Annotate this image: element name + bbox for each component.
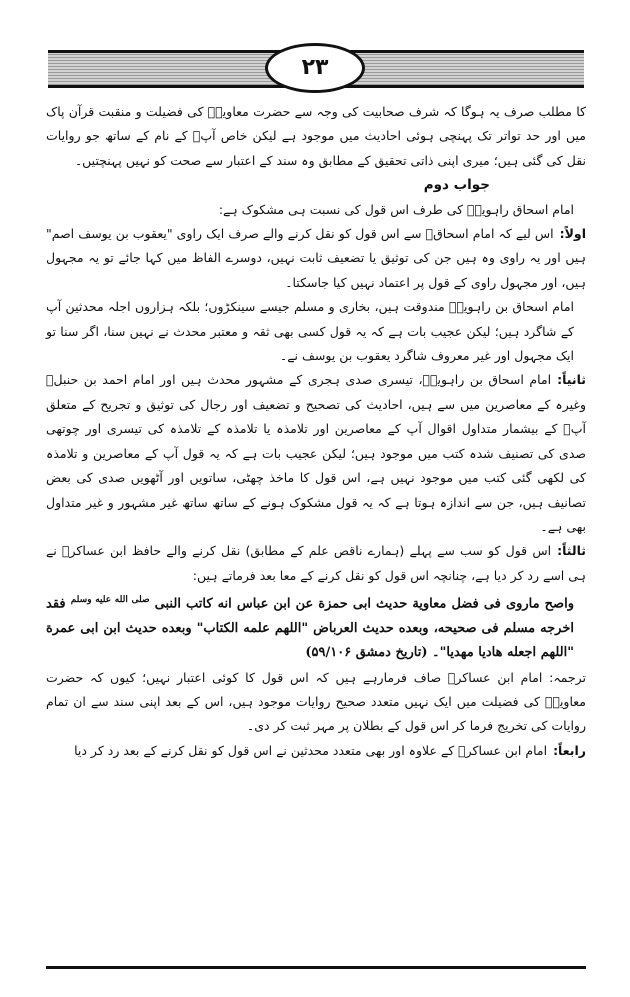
point-text-first: اس لیے کہ امام اسحاقؒ سے اس قول کو نقل کرنے والے صرف ایک راوی "یعقوب بن یوسف اصم" ہیں اور یہ راوی وہ ہیں جن کی توثیق یا تضعیف ثابت نہیں، دوسرے الفاظ میں کہا جائے تو یہ مجہول ہیں، اور مجہول راوی کے قول پر اعتماد نہیں کیا جاسکتا۔ bbox=[46, 226, 586, 290]
arabic-quote-line-1: واصح ماروى فى فضل معاوية حديث ابى حمزة عن ابن عباس انه كاتب النبى bbox=[154, 596, 574, 612]
arabic-quotation bbox=[46, 588, 586, 666]
point-label-third: ثالثاً: bbox=[557, 543, 586, 559]
section-heading: جواب دوم bbox=[423, 177, 490, 194]
page-number: ۲۳ bbox=[265, 43, 365, 93]
point-label-first: اولاً: bbox=[559, 226, 586, 242]
paragraph-first-point bbox=[46, 222, 586, 295]
point-label-second: ثانیاً: bbox=[557, 372, 586, 388]
paragraph-narrators: امام اسحاق بن راہویہؒ مندوقت ہیں، بخاری و مسلم جیسے سینکڑوں؛ بلکہ ہزاروں اجلہ محدثین آپ کے شاگرد ہیں؛ لیکن عجیب بات ہے کہ یہ قول کسی بھی ثقہ و معتبر محدث نے نہیں سنا، اگر سنا تو ایک مجہول اور غیر معروف شاگرد یعقوب بن یوسف نے۔ bbox=[46, 299, 574, 364]
honorific-symbol: صلى الله عليه وسلم bbox=[70, 595, 150, 606]
paragraph-translation: ترجمہ: امام ابن عساکرؒ صاف فرمارہے ہیں کہ اس قول کا کوئی اعتبار نہیں؛ کیوں کہ حضرت معاویہؓ کی فضیلت میں ایک نہیں متعدد صحیح روایات موجود ہیں، اس کے بعد اپنی سند سے ان تمام روایات کی تخریج فرما کر اس قول کے بطلان پر مہر ثبت کر دی۔ bbox=[46, 669, 586, 734]
footer-rule bbox=[46, 966, 586, 969]
paragraph-second-point bbox=[46, 368, 586, 539]
point-text-third: اس قول کو سب سے پہلے (ہمارے ناقص علم کے مطابق) نقل کرنے والے حافظ ابن عساکرؒ نے ہی اسے رد کر دیا ہے، چنانچہ اس قول کو نقل کرنے کے معا بعد فرماتے ہیں: bbox=[46, 543, 586, 583]
arabic-quote-line-2: فقد اخرجه مسلم فى صحيحه، وبعده حديث العرباض "اللهم علمه الكتاب" وبعده حديث ابن ابى عمرة "اللهم اجعله هاديا مهديا"۔ (تاریخ دمشق ۵۹/۱۰۶) bbox=[46, 596, 574, 661]
point-text-second: امام اسحاق بن راہویہؒ، تیسری صدی ہجری کے مشہور محدث ہیں اور امام احمد بن حنبلؒ وغیرہ کے معاصرین میں سے ہیں، احادیث کی تصحیح و تضعیف اور رجال کی توثیق و تجریح کے متعلق آپؒ کے بیشمار متداول اقوال آپ کے معاصرین اور تلامذہ یا تلامذہ کے تلامذہ کی تیسری اور چوتھی صدی کی تصنیف شدہ کتب میں موجود ہیں؛ لیکن عجیب بات ہے کہ یہ قول آپ کے معاصرین و تلامذہ کی لکھی گئی کتب میں موجود نہیں ہے، اس قول کا ماخذ چھٹی، ساتویں اور آٹھویں صدی کی بعض تصانیف ہیں، جن سے اندازہ ہوتا ہے کہ یہ قول مشکوک ہونے کے ساتھ ساتھ غیر مشہور و غیر متداول بھی ہے۔ bbox=[46, 372, 586, 534]
paragraph-fourth-point bbox=[46, 739, 586, 763]
paragraph-third-point bbox=[46, 539, 586, 588]
paragraph-intro: کا مطلب صرف یہ ہوگا کہ شرف صحابیت کی وجہ سے حضرت معاویہؓ کی فضیلت و منقبت قرآن پاک میں اور حد تواتر تک پہنچی ہوئی احادیث میں موجود ہے لیکن خاص آپؓ کے نام کے ساتھ جو روایات نقل کی گئی ہیں؛ میری اپنی ذاتی تحقیق کے مطابق وہ سند کے اعتبار سے صحت کو نہیں پہنچتیں۔ bbox=[46, 104, 586, 168]
point-label-fourth: رابعاً: bbox=[553, 742, 586, 758]
page-body bbox=[46, 100, 586, 763]
point-text-fourth: امام ابن عساکرؒ کے علاوہ اور بھی متعدد محدثین نے اس قول کو نقل کرنے کے بعد رد کر دیا bbox=[74, 742, 548, 758]
paragraph-claim: امام اسحاق راہویہؒ کی طرف اس قول کی نسبت ہی مشکوک ہے: bbox=[218, 201, 574, 217]
